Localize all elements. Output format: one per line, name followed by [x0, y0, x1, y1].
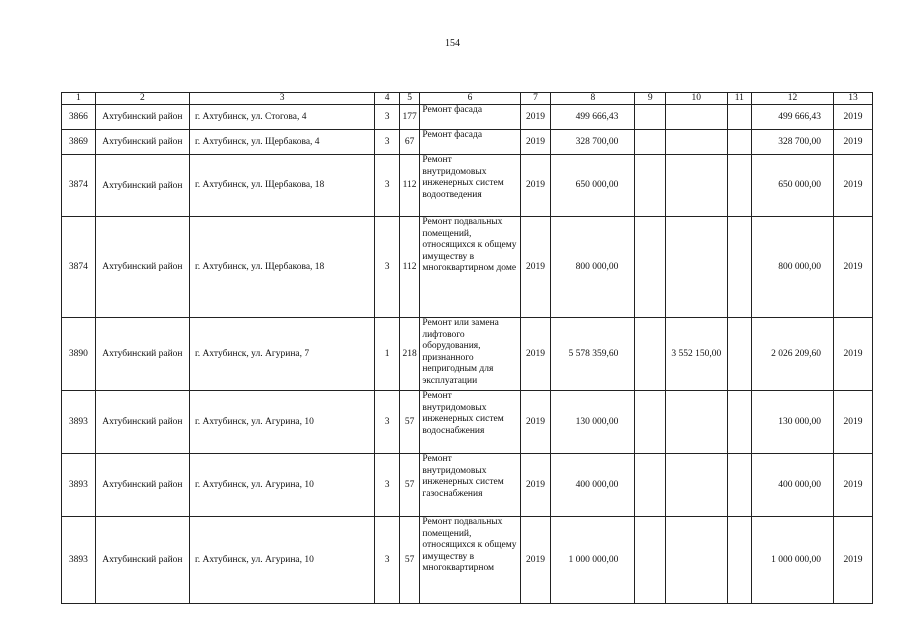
cell-year: 2019: [520, 391, 551, 454]
cell-row-number: 3874: [62, 155, 96, 217]
cell-district: Ахтубинский район: [95, 454, 189, 517]
cell-total-cost: 328 700,00: [551, 130, 635, 155]
cell-district: Ахтубинский район: [95, 391, 189, 454]
cell-district: Ахтубинский район: [95, 155, 189, 217]
cell-subsidy: [666, 391, 727, 454]
cell-district: Ахтубинский район: [95, 217, 189, 318]
cell-apartments: 177: [399, 105, 419, 130]
cell-work-type: Ремонт подвальных помещений, относящихся к общему имуществу в многоквартирном доме: [420, 217, 520, 318]
table-row: [62, 318, 873, 391]
cell-floors: 3: [375, 105, 400, 130]
cell-district: Ахтубинский район: [95, 517, 189, 604]
cell-address: г. Ахтубинск, ул. Щербакова, 18: [189, 155, 374, 217]
cell-year: 2019: [520, 155, 551, 217]
cell-fund-cost: [635, 454, 666, 517]
cell-year: 2019: [520, 517, 551, 604]
cell-fund-cost: [635, 155, 666, 217]
cell-work-type: Ремонт внутридомовых инженерных систем газоснабжения: [420, 454, 520, 517]
cell-district: Ахтубинский район: [95, 105, 189, 130]
cell-total-cost: 650 000,00: [551, 155, 635, 217]
cell-floors: 1: [375, 318, 400, 391]
cell-owner-funds: 2 026 209,60: [752, 318, 834, 391]
column-number: 12: [752, 93, 834, 105]
cell-subsidy: 3 552 150,00: [666, 318, 727, 391]
cell-address: г. Ахтубинск, ул. Агурина, 7: [189, 318, 374, 391]
cell-completion-year: 2019: [833, 318, 872, 391]
cell-other-source: [727, 217, 752, 318]
cell-year: 2019: [520, 217, 551, 318]
cell-completion-year: 2019: [833, 454, 872, 517]
cell-row-number: 3893: [62, 454, 96, 517]
cell-subsidy: [666, 105, 727, 130]
cell-work-type: Ремонт фасада: [420, 130, 520, 155]
cell-work-type: Ремонт или замена лифтового оборудования, признанного непригодным для эксплуатации: [420, 318, 520, 391]
cell-address: г. Ахтубинск, ул. Агурина, 10: [189, 454, 374, 517]
cell-apartments: 112: [399, 155, 419, 217]
cell-work-type: Ремонт фасада: [420, 105, 520, 130]
cell-year: 2019: [520, 454, 551, 517]
cell-floors: 3: [375, 155, 400, 217]
cell-completion-year: 2019: [833, 391, 872, 454]
cell-fund-cost: [635, 318, 666, 391]
cell-floors: 3: [375, 217, 400, 318]
cell-owner-funds: 130 000,00: [752, 391, 834, 454]
cell-row-number: 3869: [62, 130, 96, 155]
cell-owner-funds: 800 000,00: [752, 217, 834, 318]
column-number: 2: [95, 93, 189, 105]
cell-year: 2019: [520, 105, 551, 130]
table-row: [62, 105, 873, 130]
column-number: 8: [551, 93, 635, 105]
cell-apartments: 218: [399, 318, 419, 391]
table-row: [62, 217, 873, 318]
column-number: 11: [727, 93, 752, 105]
cell-fund-cost: [635, 391, 666, 454]
table-row: [62, 391, 873, 454]
cell-other-source: [727, 517, 752, 604]
cell-work-type: Ремонт внутридомовых инженерных систем водоотведения: [420, 155, 520, 217]
cell-owner-funds: 400 000,00: [752, 454, 834, 517]
cell-address: г. Ахтубинск, ул. Щербакова, 4: [189, 130, 374, 155]
cell-other-source: [727, 130, 752, 155]
cell-row-number: 3893: [62, 517, 96, 604]
cell-floors: 3: [375, 454, 400, 517]
cell-completion-year: 2019: [833, 217, 872, 318]
page-number: 154: [445, 38, 460, 49]
cell-total-cost: 800 000,00: [551, 217, 635, 318]
cell-address: г. Ахтубинск, ул. Стогова, 4: [189, 105, 374, 130]
cell-fund-cost: [635, 105, 666, 130]
cell-floors: 3: [375, 517, 400, 604]
cell-total-cost: 400 000,00: [551, 454, 635, 517]
cell-completion-year: 2019: [833, 155, 872, 217]
cell-completion-year: 2019: [833, 105, 872, 130]
cell-subsidy: [666, 130, 727, 155]
column-number: 7: [520, 93, 551, 105]
cell-work-type: Ремонт внутридомовых инженерных систем водоснабжения: [420, 391, 520, 454]
cell-subsidy: [666, 217, 727, 318]
cell-total-cost: 130 000,00: [551, 391, 635, 454]
column-number: 9: [635, 93, 666, 105]
cell-year: 2019: [520, 130, 551, 155]
column-number: 4: [375, 93, 400, 105]
column-number: 5: [399, 93, 419, 105]
cell-other-source: [727, 318, 752, 391]
cell-row-number: 3890: [62, 318, 96, 391]
cell-subsidy: [666, 517, 727, 604]
cell-total-cost: 5 578 359,60: [551, 318, 635, 391]
column-number: 6: [420, 93, 520, 105]
cell-address: г. Ахтубинск, ул. Агурина, 10: [189, 517, 374, 604]
cell-completion-year: 2019: [833, 517, 872, 604]
table-row: [62, 130, 873, 155]
column-number: 10: [666, 93, 727, 105]
cell-row-number: 3866: [62, 105, 96, 130]
cell-address: г. Ахтубинск, ул. Щербакова, 18: [189, 217, 374, 318]
table-row: [62, 454, 873, 517]
cell-completion-year: 2019: [833, 130, 872, 155]
cell-floors: 3: [375, 391, 400, 454]
column-number: 3: [189, 93, 374, 105]
cell-apartments: 57: [399, 391, 419, 454]
cell-apartments: 112: [399, 217, 419, 318]
cell-other-source: [727, 155, 752, 217]
cell-subsidy: [666, 155, 727, 217]
cell-apartments: 57: [399, 454, 419, 517]
cell-total-cost: 499 666,43: [551, 105, 635, 130]
repair-program-table: [61, 92, 873, 604]
cell-other-source: [727, 454, 752, 517]
cell-district: Ахтубинский район: [95, 318, 189, 391]
cell-address: г. Ахтубинск, ул. Агурина, 10: [189, 391, 374, 454]
cell-owner-funds: 328 700,00: [752, 130, 834, 155]
cell-owner-funds: 1 000 000,00: [752, 517, 834, 604]
cell-apartments: 67: [399, 130, 419, 155]
cell-district: Ахтубинский район: [95, 130, 189, 155]
cell-other-source: [727, 391, 752, 454]
cell-subsidy: [666, 454, 727, 517]
cell-fund-cost: [635, 130, 666, 155]
cell-work-type: Ремонт подвальных помещений, относящихся к общему имуществу в многоквартирном: [420, 517, 520, 604]
cell-owner-funds: 499 666,43: [752, 105, 834, 130]
cell-other-source: [727, 105, 752, 130]
cell-fund-cost: [635, 217, 666, 318]
cell-owner-funds: 650 000,00: [752, 155, 834, 217]
table-row: [62, 517, 873, 604]
cell-total-cost: 1 000 000,00: [551, 517, 635, 604]
cell-row-number: 3893: [62, 391, 96, 454]
cell-row-number: 3874: [62, 217, 96, 318]
cell-apartments: 57: [399, 517, 419, 604]
table-row: [62, 155, 873, 217]
column-number: 13: [833, 93, 872, 105]
column-number-row: [62, 93, 873, 105]
column-number: 1: [62, 93, 96, 105]
cell-year: 2019: [520, 318, 551, 391]
cell-fund-cost: [635, 517, 666, 604]
cell-floors: 3: [375, 130, 400, 155]
